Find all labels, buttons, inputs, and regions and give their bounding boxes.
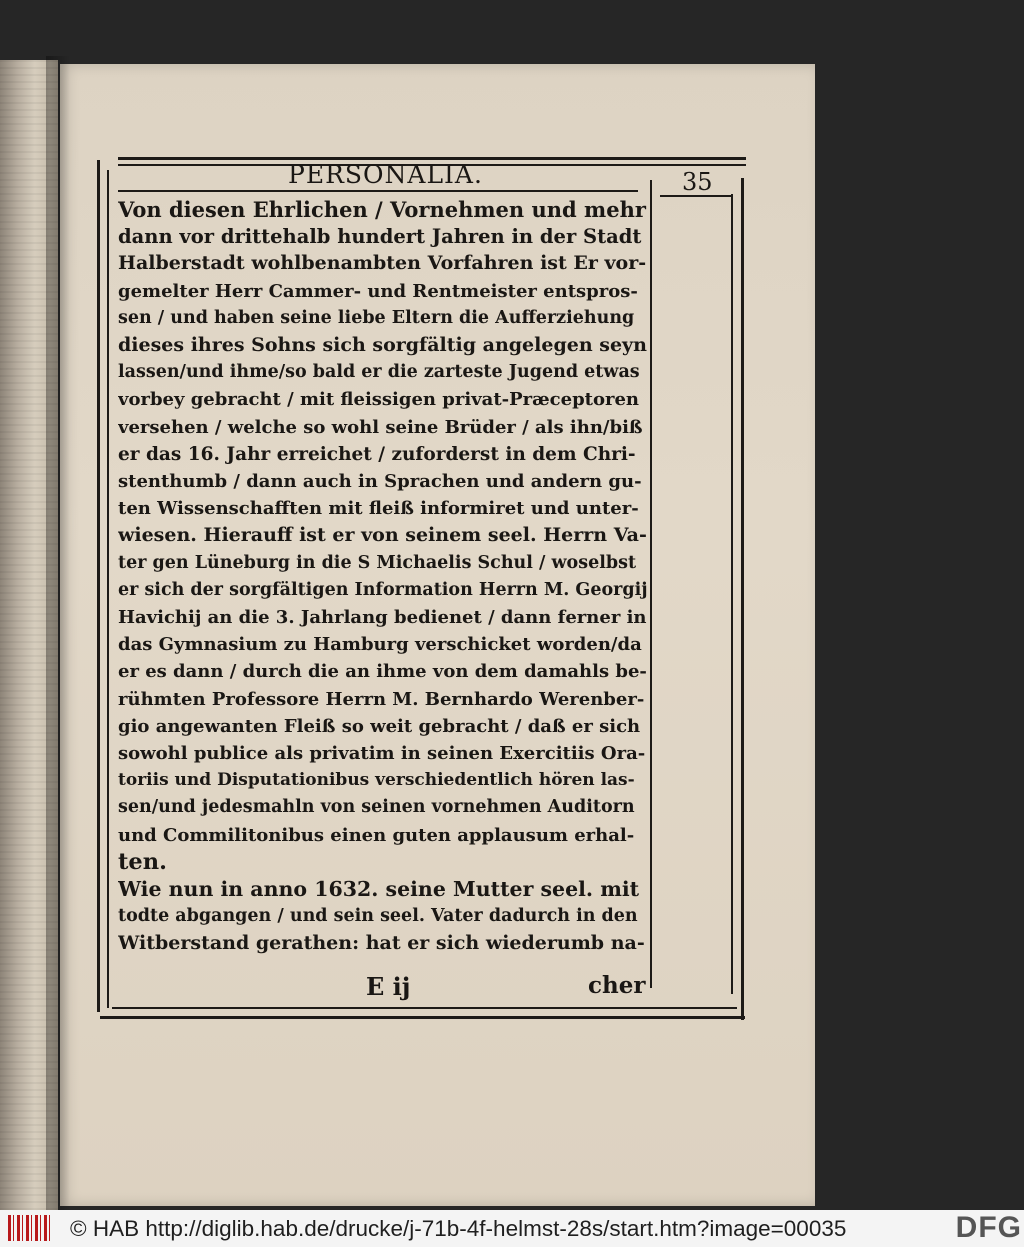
dfg-logo: DFG	[955, 1211, 1022, 1244]
text-line: vorbey gebracht / mit fleissigen privat-Præceptoren	[118, 389, 640, 411]
frame-rule-right-thin	[731, 194, 733, 994]
text-line: rühmten Professore Herrn M. Bernhardo Werenber-	[118, 688, 645, 710]
text-line: lassen/und ihme/so bald er die zarteste Jugend etwas	[118, 362, 640, 383]
running-head: PERSONALIA.	[288, 160, 483, 189]
body-text	[118, 196, 648, 956]
text-line: versehen / welche so wohl seine Brüder / als ihn/biß	[118, 416, 643, 438]
frame-rule-left-thin	[107, 170, 109, 1008]
background-right	[815, 0, 1024, 1210]
text-line: dieses ihres Sohns sich sorgfältig angelegen seyn	[118, 334, 647, 356]
text-line: Von diesen Ehrlichen / Vornehmen und mehr	[118, 197, 646, 222]
text-line: sen / und haben seine liebe Eltern die Aufferziehung	[118, 307, 635, 328]
text-line: ten Wissenschafften mit fleiß informiret und unter-	[118, 498, 639, 520]
text-line: todte abgangen / und sein seel. Vater dadurch in den	[118, 906, 638, 927]
text-line: und Commilitonibus einen guten applausum erhal-	[118, 824, 635, 846]
catchword: cher	[588, 972, 646, 999]
footer-citation[interactable]: © HAB http://diglib.hab.de/drucke/j-71b-4f-helmst-28s/start.htm?image=00035	[70, 1216, 847, 1241]
frame-rule-bottom-thin	[112, 1007, 737, 1009]
frame-rule-margin	[650, 180, 652, 988]
text-line: er es dann / durch die an ihme von dem damahls be-	[118, 661, 647, 683]
text-line: stenthumb / dann auch in Sprachen und andern gu-	[118, 471, 642, 492]
text-line: ten.	[118, 848, 167, 875]
gutter-shadow	[46, 56, 70, 1216]
barcode-icon	[8, 1215, 50, 1241]
text-line: sen/und jedesmahln von seinen vornehmen Auditorn	[118, 797, 635, 818]
text-line: gio angewanten Fleiß so weit gebracht / daß er sich	[118, 715, 641, 737]
text-line: Wie nun in anno 1632. seine Mutter seel. mit	[118, 877, 640, 901]
text-line: sowohl publice als privatim in seinen Exercitiis Ora-	[118, 743, 646, 764]
signature-mark: E ij	[366, 972, 411, 1001]
text-line: er das 16. Jahr erreichet / zuforderst in dem Chri-	[118, 443, 636, 465]
frame-rule-bottom	[100, 1016, 745, 1019]
text-line: ter gen Lüneburg in die S Michaelis Schul / woselbst	[118, 552, 637, 573]
text-line: wiesen. Hierauff ist er von seinem seel. Herrn Va-	[118, 524, 647, 547]
text-line: Havichij an die 3. Jahrlang bedienet / dann ferner in	[118, 607, 647, 628]
text-line: Witberstand gerathen: hat er sich wiederumb na-	[118, 932, 645, 955]
page-number: 35	[682, 168, 713, 196]
text-line: Halberstadt wohlbenambten Vorfahren ist Er vor-	[118, 252, 647, 275]
text-line: dann vor drittehalb hundert Jahren in der Stadt	[118, 225, 642, 249]
frame-rule-left	[97, 160, 100, 1012]
text-line: das Gymnasium zu Hamburg verschicket worden/da	[118, 634, 642, 656]
frame-rule-right	[741, 178, 744, 1020]
text-line: gemelter Herr Cammer- und Rentmeister entspros-	[118, 280, 638, 302]
text-line: toriis und Disputationibus verschiedentlich hören las-	[118, 770, 635, 791]
text-line: er sich der sorgfältigen Information Herrn M. Georgij	[118, 579, 648, 600]
